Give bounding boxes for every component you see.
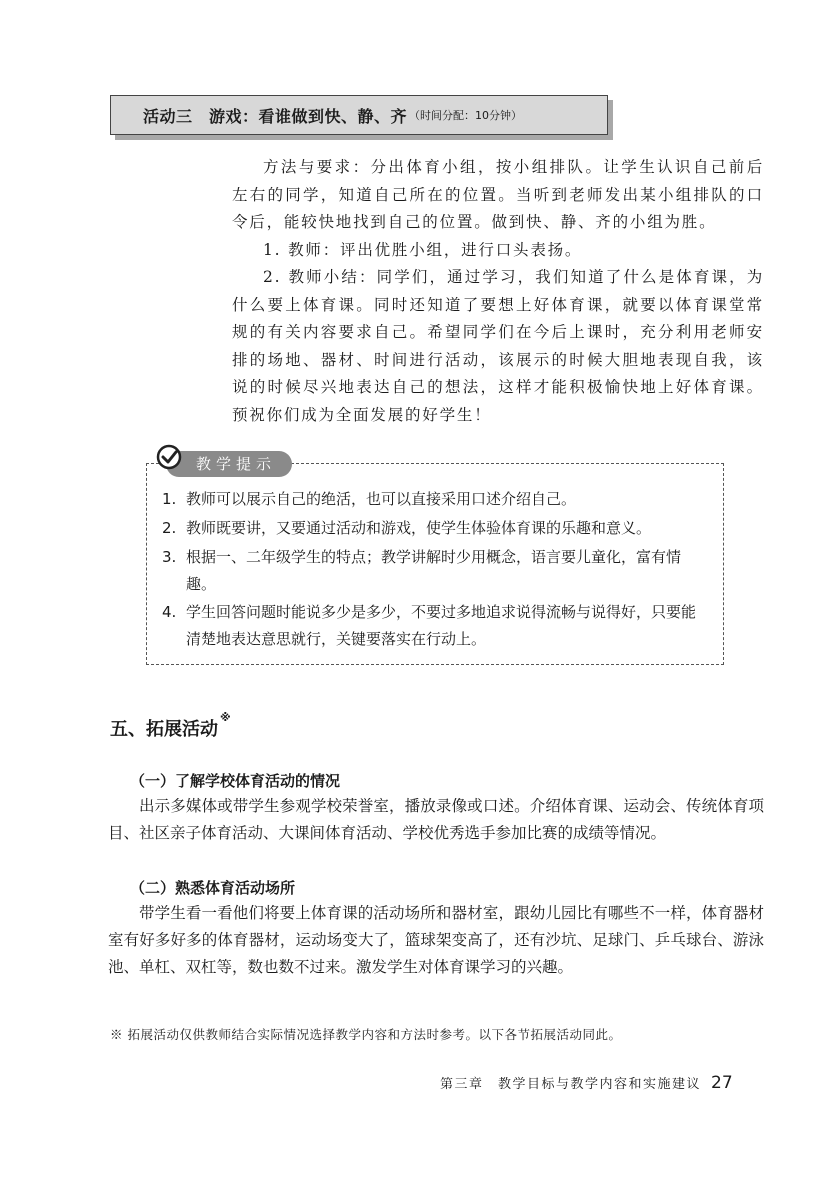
tip-text: 根据一、二年级学生的特点；教学讲解时少用概念，语言要儿童化，富有情趣。 <box>186 548 682 593</box>
tip-text: 教师既要讲，又要通过活动和游戏，使学生体验体育课的乐趣和意义。 <box>186 519 652 537</box>
activity-header-box <box>110 95 608 135</box>
teaching-tips-list <box>162 486 712 661</box>
section-heading <box>110 711 231 741</box>
page-number: 27 <box>711 1073 733 1093</box>
tip-item <box>162 599 702 653</box>
method-item-2: 2. 教师小结：同学们，通过学习，我们知道了什么是体育课，为什么要上体育课。同时还知道了要想上好体育课，就要以体育课堂常规的有关内容要求自己。希望同学们在今后上课时，充分利用老师安排的场地、器材、时间进行活动，该展示的时候大胆地表现自我，该说的时候尽兴地表达自己的想法，这样才能积极愉快地上好体育课。预祝你们成为全面发展的好学生！ <box>232 268 764 424</box>
tip-number: 3. <box>162 548 177 566</box>
section-mark: ※ <box>220 711 231 724</box>
subsection-2-title: （二）熟悉体育活动场所 <box>130 879 296 897</box>
subsection-1-text: 出示多媒体或带学生参观学校荣誉室，播放录像或口述。介绍体育课、运动会、传统体育项目、社区亲子体育活动、大课间体育活动、学校优秀选手参加比赛的成绩等情况。 <box>108 797 764 842</box>
chapter-title: 第三章 教学目标与教学内容和实施建议 <box>440 1077 702 1092</box>
tip-number: 1. <box>162 490 177 508</box>
tip-item <box>162 515 702 542</box>
tip-item <box>162 544 702 598</box>
subsection-2-text: 带学生看一看他们将要上体育课的活动场所和器材室，跟幼儿园比有哪些不一样，体育器材室有好多好多的体育器材，运动场变大了，篮球架变高了，还有沙坑、足球门、乒乓球台、游泳池、单杠、双杠等，数也数不过来。激发学生对体育课学习的兴趣。 <box>108 904 764 976</box>
method-item-1: 1. 教师：评出优胜小组，进行口头表扬。 <box>263 240 583 259</box>
method-text-block <box>232 154 764 429</box>
tip-number: 4. <box>162 603 177 621</box>
tip-text: 教师可以展示自己的绝活，也可以直接采用口述介绍自己。 <box>186 490 577 508</box>
footnote: ※ 拓展活动仅供教师结合实际情况选择教学内容和方法时参考。以下各节拓展活动同此。 <box>110 1027 622 1042</box>
activity-title: 活动三 游戏：看谁做到快、静、齐 <box>143 106 408 126</box>
tip-number: 2. <box>162 519 177 537</box>
subsection-1-title: （一）了解学校体育活动的情况 <box>130 772 341 790</box>
subsection-2-body <box>108 900 764 981</box>
page-footer <box>440 1073 733 1093</box>
activity-time-note: （时间分配：10分钟） <box>409 109 523 122</box>
teaching-tips-label: 教学提示 <box>166 451 292 477</box>
subsection-1-body <box>108 793 764 847</box>
method-paragraph: 方法与要求：分出体育小组，按小组排队。让学生认识自己前后左右的同学，知道自己所在的位置。当听到老师发出某小组排队的口令后，能较快地找到自己的位置。做到快、静、齐的小组为胜。 <box>232 158 764 231</box>
tip-text: 学生回答问题时能说多少是多少，不要过多地追求说得流畅与说得好，只要能清楚地表达意思就行，关键要落实在行动上。 <box>186 603 697 648</box>
tip-item <box>162 486 702 513</box>
pen-check-icon <box>156 444 182 470</box>
section-title: 五、拓展活动 <box>110 719 218 740</box>
